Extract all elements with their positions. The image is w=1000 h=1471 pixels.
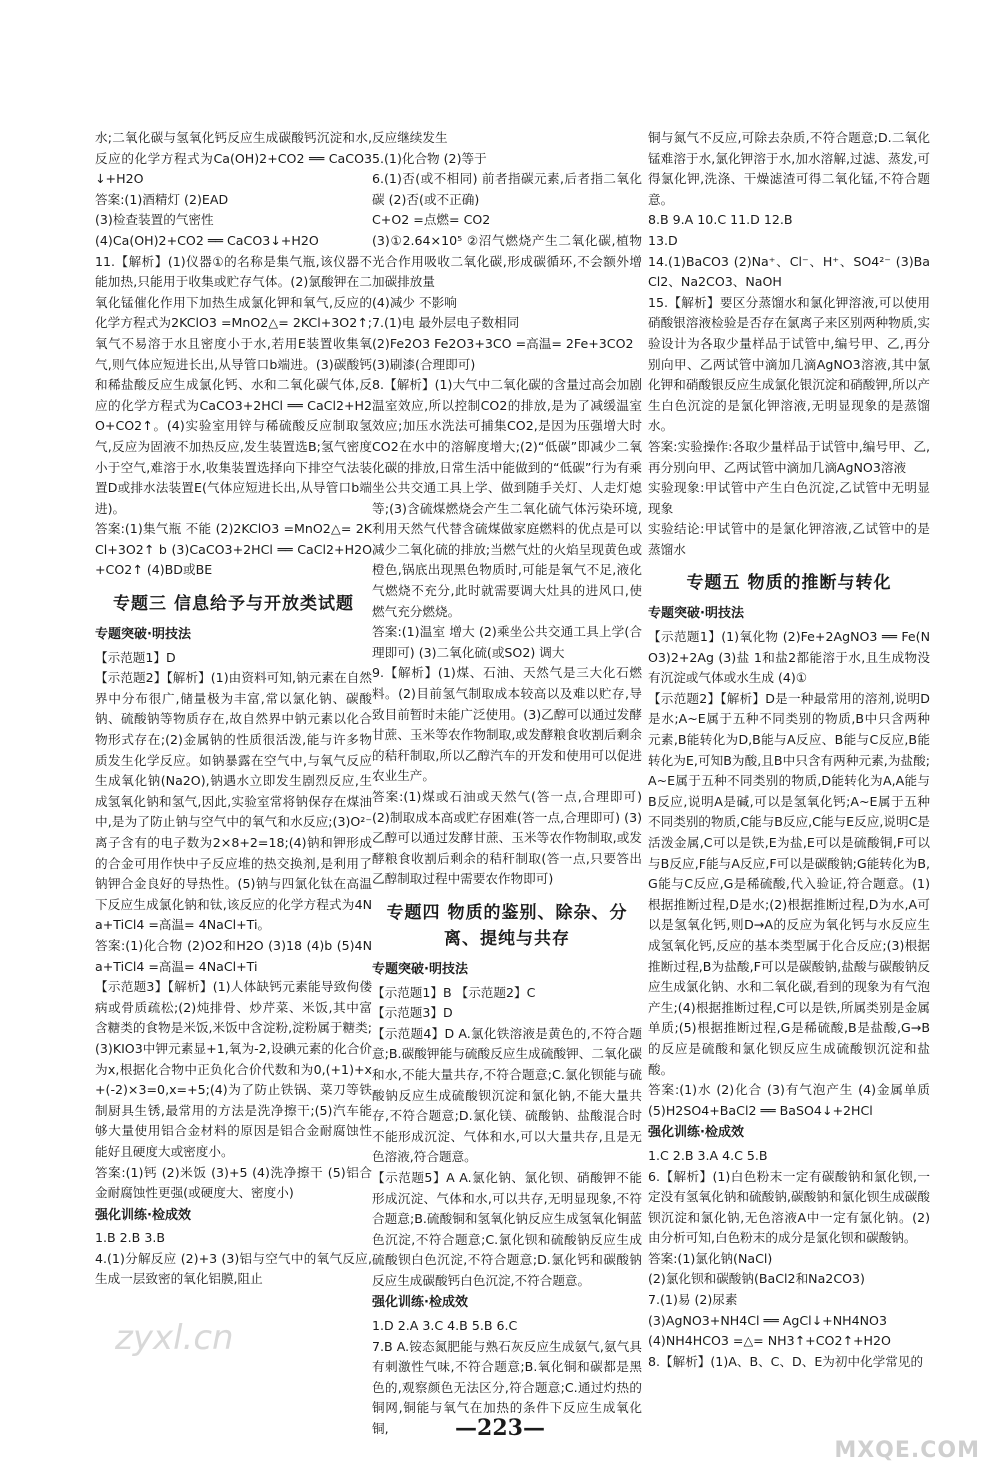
answer-paragraph: (4)减少 不影响: [372, 294, 457, 310]
answer-paragraph: 【示范题3】【解析】(1)人体缺钙元素能导致佝偻病或骨质疏松;(2)炖排骨、炒芹菜、米饭,其中富含糖类的食物是米饭,米饭中含淀粉,淀粉属于糖类;(3)KIO3中钾元素显+1,氧为-2,设碘元素的化合价为x,根据化合物中正负化合价代数和为0,(+1)+x+(-2)×3=0,x=+5;(4)为了防止铁锅、菜刀等铁制厨具生锈,最常用的方法是洗净擦干;(5)汽车能够大量使用铝合金材料的原因是铝合金耐腐蚀性能好且硬度大或密度小。: [95, 979, 372, 1159]
answer-paragraph: 实验结论:甲试管中的是氯化钾溶液,乙试管中的是蒸馏水: [648, 521, 930, 557]
watermark-left: zyxl.cn: [115, 1318, 234, 1358]
answer-paragraph: 8.B 9.A 10.C 11.D 12.B: [648, 212, 793, 228]
answer-paragraph: 8.【解析】(1)大气中二氧化碳的含量过高会加剧温室效应,所以控制CO2的排放,是为了减缓温室效应;加压水洗法可捕集CO2,是因为压强增大时CO2在水中的溶解度增大;(2)“低碳”即减少二氧化碳的排放,日常生活中能做到的“低碳”行为有乘坐公共交通工具上学、做到随手关灯、人走灯熄等;(3)含硫煤燃烧会产生二氧化硫气体污染环境,利用天然气代替含硫煤做家庭燃料的优点是可以减少二氧化硫的排放;当燃气灶的火焰呈现黄色或橙色,锅底出现黑色物质时,可能是氧气不足,液化气燃烧不充分,此时就需要调大灶具的进风口,使燃气充分燃烧。: [372, 377, 642, 619]
answer-paragraph: 答案:(1)煤或石油或天然气(答一点,合理即可) (2)制取成本高或贮存困难(答一点,合理即可) (3)乙醇可以通过发酵甘蔗、玉米等农作物制取,或发酵粮食收割后剩余的秸秆制取(答一点,只要答出乙醇制取过程中需要农作物即可): [372, 789, 642, 887]
answer-paragraph: 1.C 2.B 3.A 4.C 5.B: [648, 1147, 768, 1163]
answer-paragraph: (4)NH4HCO3 =△= NH3↑+CO2↑+H2O: [648, 1333, 891, 1349]
answer-paragraph: 水;二氧化碳与氢氧化钙反应生成碳酸钙沉淀和水,反应的化学方程式为Ca(OH)2+CO2 ══ CaCO3↓+H2O: [95, 130, 372, 187]
answer-paragraph: 【示范题4】D A.氯化铁溶液是黄色的,不符合题意;B.碳酸钾能与硫酸反应生成硫酸钾、二氧化碳和水,不能大量共存,不符合题意;C.氯化钡能与硫酸钠反应生成硫酸钡沉淀和氯化钠,不能大量共存,不符合题意;D.氯化镁、硫酸钠、盐酸混合时不能形成沉淀、气体和水,可以大量共存,且是无色溶液,符合题意。: [372, 1025, 642, 1165]
answer-paragraph: 14.(1)BaCO3 (2)Na⁺、Cl⁻、H⁺、SO4²⁻ (3)BaCl2、Na2CO3、NaOH: [648, 253, 930, 290]
answer-paragraph: 4.(1)分解反应 (2)+3 (3)铝与空气中的氧气反应,生成一层致密的氧化铝膜,阻止: [95, 1250, 372, 1287]
answer-paragraph: 7.(1)电 最外层电子数相同: [372, 315, 520, 331]
answer-paragraph: 1.D 2.A 3.C 4.B 5.B 6.C: [372, 1318, 518, 1334]
answer-paragraph: (2)Fe2O3 Fe2O3+3CO =高温= 2Fe+3CO2: [372, 335, 634, 351]
answer-paragraph: (3)检查装置的气密性: [95, 212, 214, 228]
section-heading: 专题四 物质的鉴别、除杂、分离、提纯与共存: [386, 902, 628, 949]
answer-paragraph: 铜与氮气不反应,可除去杂质,不符合题意;D.二氧化锰难溶于水,氯化钾溶于水,加水溶解,过滤、蒸发,可得氯化钾,洗涤、干燥滤渣可得二氧化锰,不符合题意。: [648, 130, 930, 207]
subsection-heading: 专题突破·明技法: [372, 961, 468, 977]
answer-paragraph: 【示范题2】【解析】(1)由资料可知,钠元素在自然界中分布很广,储量极为丰富,常以氯化钠、碳酸钠、硫酸钠等物质存在,故自然界中钠元素以化合物形式存在;(2)金属钠的性质很活泼,能与许多物质发生化学反应。如钠暴露在空气中,与氧气反应生成氧化钠(Na2O),钠遇水立即发生剧烈反应,生成氢氧化钠和氢气,因此,实验室常将钠保存在煤油中,是为了防止钠与空气中的氧气和水反应;(3)O²⁻离子含有的电子数为2×8+2=18;(4)钠和钾形成的合金可用作快中子反应堆的热交换剂,是利用了钠钾合金良好的导热性。(5)钠与四氯化钛在高温下反应生成氯化钠和钛,该反应的化学方程式为4Na+TiCl4 =高温= 4NaCl+Ti。: [95, 670, 372, 933]
column-right: [648, 128, 930, 1413]
answer-paragraph: C+O2 =点燃= CO2: [372, 212, 491, 228]
answer-paragraph: 答案:(1)化合物 (2)O2和H2O (3)18 (4)b (5)4Na+TiCl4 =高温= 4NaCl+Ti: [95, 937, 372, 974]
answer-paragraph: 13.D: [648, 232, 678, 248]
answer-paragraph: 【示范题5】A A.氯化钠、氯化钡、硝酸钾不能形成沉淀、气体和水,可以共存,无明显现象,不符合题意;B.硫酸铜和氢氧化钠反应生成氢氧化铜蓝色沉淀,不符合题意;C.氯化钡和硫酸钠反应生成硫酸钡白色沉淀,不符合题意;D.氯化钙和碳酸钠反应生成碳酸钙白色沉淀,不符合题意。: [372, 1169, 642, 1288]
answer-paragraph: 6.(1)否(或不相同) 前者指碳元素,后者指二氧化碳 (2)否(或不正确): [372, 171, 642, 207]
answer-paragraph: 答案:(1)氯化钠(NaCl): [648, 1250, 773, 1266]
answer-paragraph: 【示范题1】B 【示范题2】C: [372, 984, 536, 1000]
answer-paragraph: (3)刷漆(合理即可): [372, 356, 476, 372]
answer-paragraph: 9.【解析】(1)煤、石油、天然气是三大化石燃料。(2)目前氢气制取成本较高以及难以贮存,导致目前暂时未能广泛使用。(3)乙醇可以通过发酵甘蔗、玉米等农作物制取,或发酵粮食收割后剩余的秸秆制取,所以乙醇汽车的开发和使用可以促进农业生产。: [372, 665, 642, 784]
answer-paragraph: 5.(1)化合物 (2)等于: [372, 150, 487, 166]
answer-paragraph: 答案:(1)酒精灯 (2)EAD: [95, 191, 229, 207]
subsection-heading: 专题突破·明技法: [648, 606, 744, 622]
answer-paragraph: 8.【解析】(1)A、B、C、D、E为初中化学常见的: [648, 1353, 924, 1369]
answer-paragraph: (4)Ca(OH)2+CO2 ══ CaCO3↓+H2O: [95, 232, 319, 248]
answer-paragraph: 6.【解析】(1)白色粉末一定有碳酸钠和氯化钡,一定没有氢氧化钠和硫酸钠,碳酸钠和氯化钡生成碳酸钡沉淀和氯化钠,无色溶液A中一定有氯化钠。(2)由分析可知,白色粉末的成分是氯化钡和碳酸钠。: [648, 1168, 930, 1246]
answer-paragraph: 反应继续发生: [372, 130, 448, 145]
subsection-heading: 强化训练·检成效: [372, 1295, 468, 1311]
answer-paragraph: 答案:(1)水 (2)化合 (3)有气泡产生 (4)金属单质 (5)H2SO4+BaCl2 ══ BaSO4↓+2HCl: [648, 1082, 930, 1118]
answer-paragraph: 7.(1)易 (2)尿素: [648, 1292, 738, 1308]
answer-paragraph: 答案:(1)钙 (2)米饭 (3)+5 (4)洗净擦干 (5)铝合金耐腐蚀性更强(或硬度大、密度小): [95, 1164, 372, 1201]
subsection-heading: 强化训练·检成效: [648, 1125, 744, 1141]
answer-paragraph: 【示范题1】(1)氧化物 (2)Fe+2AgNO3 ══ Fe(NO3)2+2Ag (3)盐 1和盐2都能溶于水,且生成物没有沉淀或气体或水生成 (4)①: [648, 629, 930, 686]
answer-paragraph: 11.【解析】(1)仪器①的名称是集气瓶,该仪器不能加热,只能用于收集或贮存气体。(2)氯酸钾在二氧化锰催化作用下加热生成氯化钾和氧气,反应的化学方程式为2KClO3 =MnO2△= 2KCl+3O2↑;氧气不易溶于水且密度小于水,若用E装置收集氧气,则气体应短进长出,从导管口b端进。(3)碳酸钙和稀盐酸反应生成氯化钙、水和二氧化碳气体,反应的化学方程式为CaCO3+2HCl ══ CaCl2+H2O+CO2↑。(4)实验室用锌与稀硫酸反应制取氢气,反应为固液不加热反应,发生装置选B;氢气密度小于空气,难溶于水,收集装置选择向下排空气法装置D或排水法装置E(气体应短进长出,从导管口b端进)。: [95, 253, 372, 516]
answer-paragraph: (3)①2.64×10⁵ ②沼气燃烧产生二氧化碳,植物光合作用吸收二氧化碳,形成碳循环,不会额外增加碳排放量: [372, 232, 642, 290]
answer-paragraph: (3)AgNO3+NH4Cl ══ AgCl↓+NH4NO3: [648, 1312, 887, 1328]
answer-paragraph: 实验现象:甲试管中产生白色沉淀,乙试管中无明显现象: [648, 480, 930, 516]
answer-paragraph: 15.【解析】要区分蒸馏水和氯化钾溶液,可以使用硝酸银溶液检验是否存在氯离子来区别两种物质,实验设计为各取少量样品于试管中,编号甲、乙,再分别向甲、乙两试管中滴加几滴AgNO3溶液,其中氯化钾和硝酸银反应生成氯化银沉淀和硝酸钾,所以产生白色沉淀的是氯化钾溶液,无明显现象的是蒸馏水。: [648, 294, 930, 434]
subsection-heading: 强化训练·检成效: [95, 1207, 191, 1223]
answer-paragraph: 答案:(1)温室 增大 (2)乘坐公共交通工具上学(合理即可) (3)二氧化硫(或SO2) 调大: [372, 624, 642, 660]
watermark: MXQE.COM: [834, 1438, 980, 1463]
answer-paragraph: 答案:实验操作:各取少量样品于试管中,编号甲、乙,再分别向甲、乙两试管中滴加几滴AgNO3溶液: [648, 438, 930, 475]
answer-paragraph: 【示范题2】【解析】D是一种最常用的溶剂,说明D是水;A~E属于五种不同类别的物质,B中只含两种元素,B能转化为D,B能与A反应、B能与C反应,B能转化为E,可知B为酸,且B中只含有两种元素,为盐酸;A~E属于五种不同类别的物质,D能转化为A,A能与B反应,说明A是碱,可以是氢氧化钙;A~E属于五种不同类别的物质,C能与B反应,C能与E反应,说明C是活泼金属,C可以是铁,E为盐,E可以是硫酸铜,F可以与B反应,F能与A反应,F可以是碳酸钠;G能转化为B,G能与C反应,G是稀硫酸,代入验证,符合题意。(1)根据推断过程,D是水;(2)根据推断过程,D为水,A可以是氢氧化钙,则D→A的反应为氧化钙与水反应生成氢氧化钙,反应的基本类型属于化合反应;(3)根据推断过程,B为盐酸,F可以是碳酸钠,盐酸与碳酸钠反应生成氯化钠、水和二氧化碳,看到的现象为有气泡产生;(4)根据推断过程,C可以是铁,所属类别是金属单质;(5)根据推断过程,G是稀硫酸,B是盐酸,G→B的反应是硫酸和氯化钡反应生成硫酸钡沉淀和盐酸。: [648, 690, 930, 1077]
answer-paragraph: (2)氯化钡和碳酸钠(BaCl2和Na2CO3): [648, 1271, 865, 1287]
answer-paragraph: 【示范题3】D: [372, 1005, 453, 1021]
page-number: —223—: [455, 1415, 545, 1441]
answer-paragraph: 【示范题1】D: [95, 649, 176, 665]
subsection-heading: 专题突破·明技法: [95, 627, 191, 643]
section-heading: 专题三 信息给予与开放类试题: [113, 594, 354, 615]
answer-paragraph: 1.B 2.B 3.B: [95, 1230, 165, 1246]
answer-paragraph: 答案:(1)集气瓶 不能 (2)2KClO3 =MnO2△= 2KCl+3O2↑ b (3)CaCO3+2HCl ══ CaCl2+H2O+CO2↑ (4)BD或BE: [95, 521, 372, 578]
section-heading: 专题五 物质的推断与转化: [686, 573, 892, 594]
answer-paragraph: 7.B A.铵态氮肥能与熟石灰反应生成氨气,氨气具有刺激性气味,不符合题意;B.氧化铜和碳都是黑色的,观察颜色无法区分,符合题意;C.通过灼热的铜网,铜能与氧气在加热的条件下反应生成氧化铜,: [372, 1338, 642, 1437]
column-left: [95, 128, 372, 1413]
